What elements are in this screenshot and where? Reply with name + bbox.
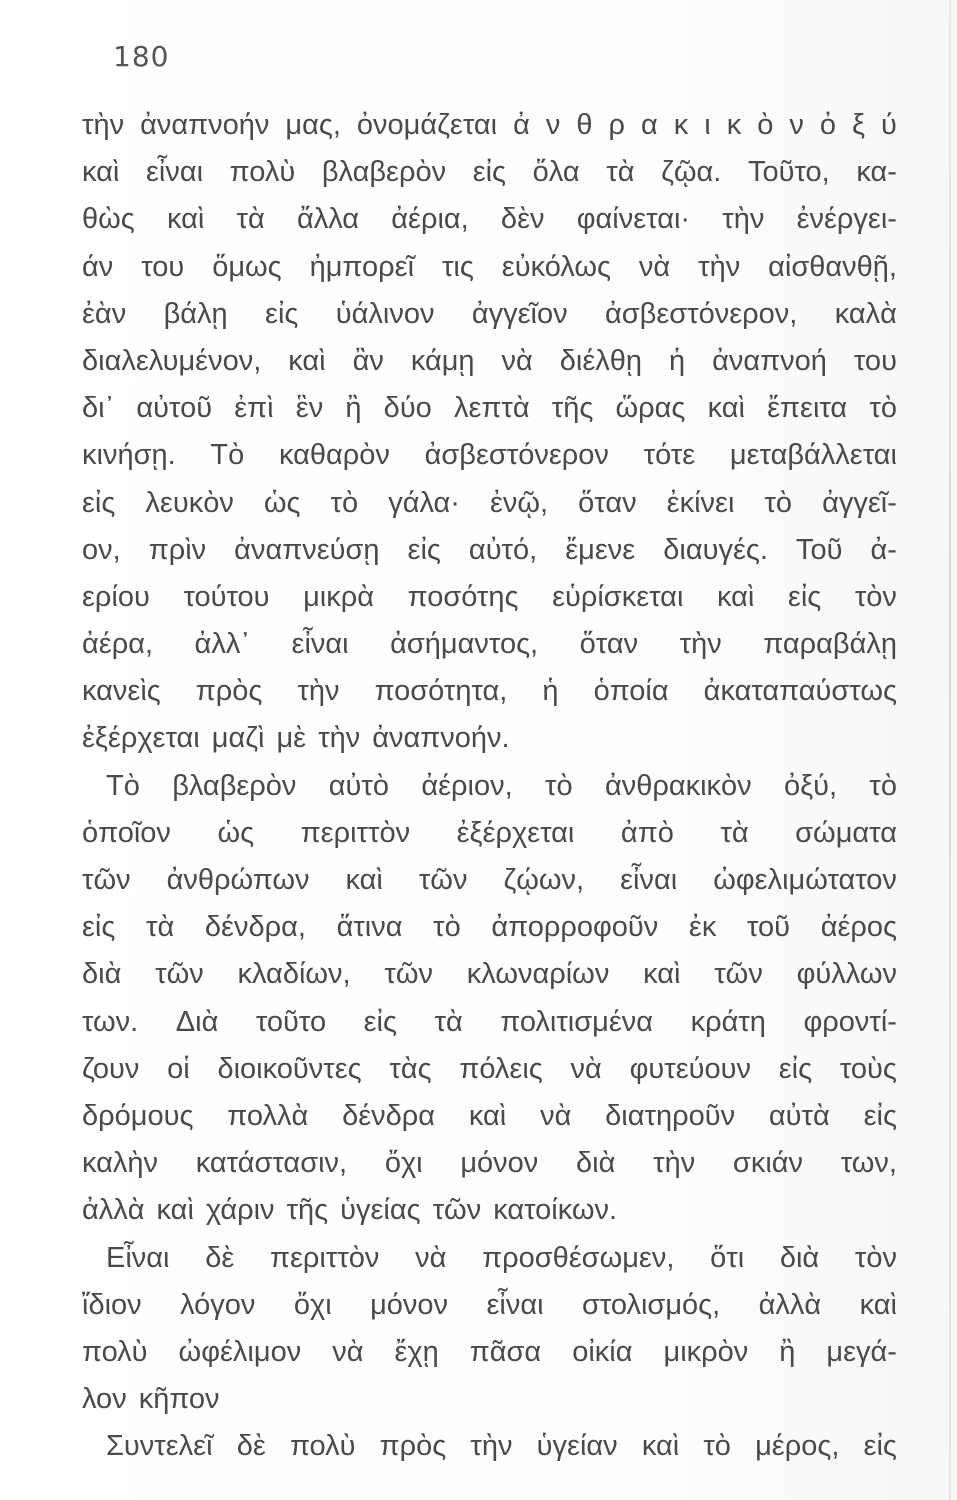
text-line: ἐξέρχεται μαζὶ μὲ τὴν ἀναπνοήν. xyxy=(82,722,510,755)
text-line: ον, πρὶν ἀναπνεύσῃ εἰς αὐτό, ἔμενε διαυγές. Τοῦ ἀ- xyxy=(82,533,897,566)
text-line: διαλελυμένον, καὶ ἂν κάμῃ νὰ διέλθῃ ἡ ἀναπνοή του xyxy=(82,344,897,377)
text-line: κανεὶς πρὸς τὴν ποσότητα, ἡ ὁποία ἀκαταπαύστως xyxy=(82,675,897,708)
text-line: διὰ τῶν κλαδίων, τῶν κλωναρίων καὶ τῶν φύλλων xyxy=(82,958,897,991)
text-line: δρόμους πολλὰ δένδρα καὶ νὰ διατηροῦν αὐτὰ εἰς xyxy=(82,1099,897,1132)
body-text xyxy=(82,102,897,1470)
text-line: ἐὰν βάλῃ εἰς ὑάλινον ἀγγεῖον ἀσβεστόνερον, καλὰ xyxy=(82,297,897,330)
paragraph-first-line: Εἶναι δὲ περιττὸν νὰ προσθέσωμεν, ὅτι διὰ τὸν xyxy=(106,1241,897,1274)
text-line: εἰς λευκὸν ὡς τὸ γάλα· ἐνῷ, ὅταν ἐκίνει τὸ ἀγγεῖ- xyxy=(82,486,897,519)
text-line: ἀέρα, ἀλλ᾽ εἶναι ἀσήμαντος, ὅταν τὴν παραβάλῃ xyxy=(82,628,897,661)
text-line: ἴδιον λόγον ὄχι μόνον εἶναι στολισμός, ἀλλὰ καὶ xyxy=(82,1288,897,1321)
paragraph-first-line: Συντελεῖ δὲ πολὺ πρὸς τὴν ὑγείαν καὶ τὸ μέρος, εἰς xyxy=(106,1430,897,1463)
text-line: ἀλλὰ καὶ χάριν τῆς ὑγείας τῶν κατοίκων. xyxy=(82,1194,618,1227)
text-line: δι᾽ αὐτοῦ ἐπὶ ἓν ἢ δύο λεπτὰ τῆς ὥρας καὶ ἔπειτα τὸ xyxy=(82,392,897,425)
text-line: τὴν ἀναπνοήν μας, ὀνομάζεται ἀ ν θ ρ α κ ι κ ὸ ν ὀ ξ ύ xyxy=(82,109,897,141)
text-line: κινήσῃ. Τὸ καθαρὸν ἀσβεστόνερον τότε μεταβάλλεται xyxy=(82,439,897,472)
paragraph-first-line: Τὸ βλαβερὸν αὐτὸ ἀέριον, τὸ ἀνθρακικὸν ὀξύ, τὸ xyxy=(106,769,897,802)
text-line: καὶ εἶναι πολὺ βλαβερὸν εἰς ὅλα τὰ ζῷα. Τοῦτο, κα- xyxy=(82,156,897,189)
text-line: τῶν ἀνθρώπων καὶ τῶν ζῴων, εἶναι ὠφελιμώτατον xyxy=(82,864,897,896)
text-line: θὼς καὶ τὰ ἄλλα ἀέρια, δὲν φαίνεται· τὴν ἐνέργει- xyxy=(82,203,897,236)
text-line: πολὺ ὠφέλιμον νὰ ἔχῃ πᾶσα οἰκία μικρὸν ἢ μεγά- xyxy=(82,1335,897,1368)
text-line: λον κῆπον xyxy=(82,1383,220,1416)
page-edge-shadow xyxy=(949,0,951,1500)
text-line: ὁποῖον ὡς περιττὸν ἐξέρχεται ἀπὸ τὰ σώματα xyxy=(82,816,897,849)
text-line: των. Διὰ τοῦτο εἰς τὰ πολιτισμένα κράτη φροντί- xyxy=(82,1005,897,1038)
text-line: ερίου τούτου μικρὰ ποσότης εὑρίσκεται καὶ εἰς τὸν xyxy=(82,580,897,613)
text-line: ζουν οἱ διοικοῦντες τὰς πόλεις νὰ φυτεύουν εἰς τοὺς xyxy=(82,1052,897,1085)
page-number: 180 xyxy=(113,40,170,73)
text-line: εἰς τὰ δένδρα, ἅτινα τὸ ἀπορροφοῦν ἐκ τοῦ ἀέρος xyxy=(82,911,897,944)
text-line: καλὴν κατάστασιν, ὄχι μόνον διὰ τὴν σκιάν των, xyxy=(82,1147,897,1180)
text-line: άν του ὅμως ἠμπορεῖ τις εὐκόλως νὰ τὴν αἰσθανθῇ, xyxy=(82,250,897,283)
